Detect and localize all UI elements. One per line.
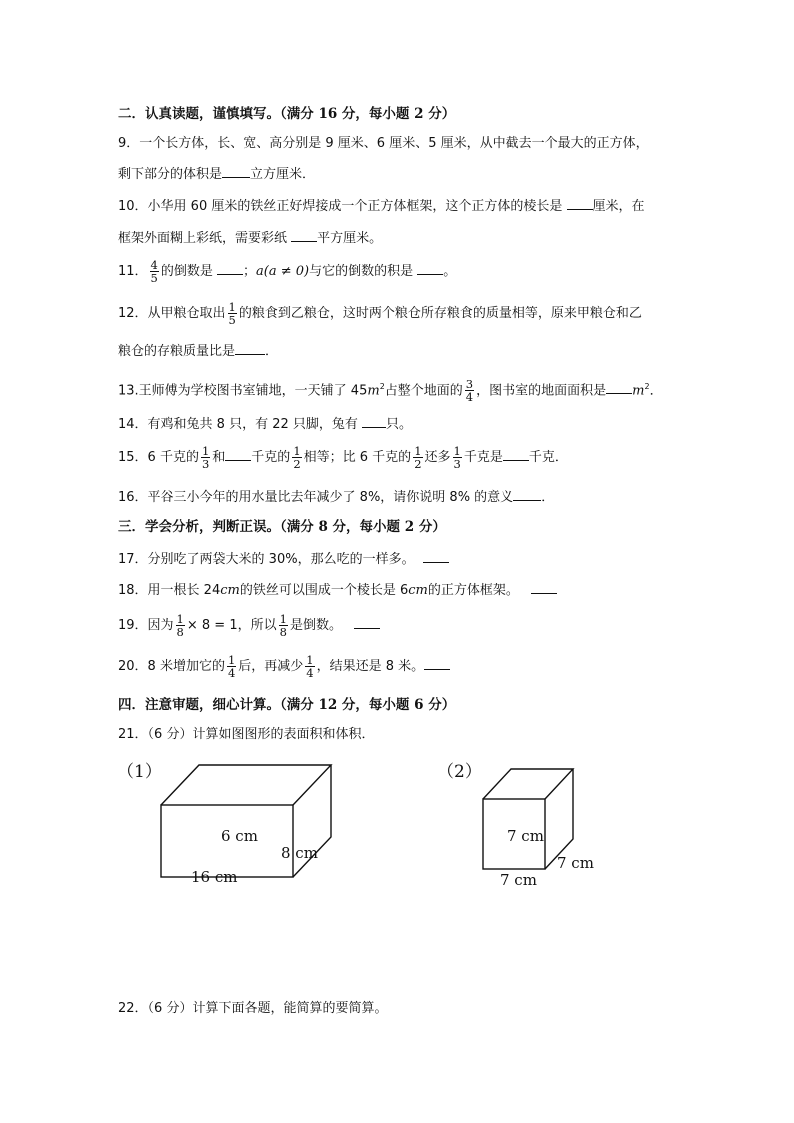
q15-text: 15．6 千克的 [118, 450, 199, 465]
q11-text: 的倒数是 [160, 264, 213, 279]
answer-blank[interactable] [362, 415, 386, 428]
fraction: $\frac{1}{4}$ [306, 653, 314, 680]
question-18 [118, 581, 557, 600]
q15-text-6: 千克是 [463, 450, 503, 465]
q15-text-4: 相等；比 6 千克的 [303, 450, 412, 465]
power: 2 [644, 382, 650, 391]
q9-text: 剩下部分的体积是 [118, 167, 223, 182]
question-10-line-1 [118, 197, 645, 216]
length-label: 16 cm [191, 868, 238, 886]
fraction: $\frac{4}{5}$ [150, 258, 158, 285]
height-label: 6 cm [221, 827, 258, 845]
q19-text: 19．因为 [118, 618, 174, 633]
power: 2 [379, 382, 385, 391]
q18-text-3: 的正方体框架。 [427, 583, 519, 598]
answer-blank[interactable] [567, 197, 593, 210]
answer-blank[interactable] [606, 381, 632, 394]
question-22: 22．（6 分）计算下面各题，能简算的要简算。 [118, 1001, 388, 1016]
q19-text-2: × 8 = 1，所以 [186, 618, 277, 633]
q16-end: ． [541, 490, 555, 505]
q10-text-2: 框架外面糊上彩纸，需要彩纸 [118, 231, 288, 246]
q11-number: 11． [118, 264, 148, 279]
width-label: 7 cm [557, 854, 594, 872]
q9-unit: 立方厘米． [250, 167, 316, 182]
q18-text: 18．用一根长 24 [118, 583, 221, 598]
question-9-line-1: 9．一个长方体，长、宽、高分别是 9 厘米、6 厘米、5 厘米，从中截去一个最大的正方体， [118, 136, 649, 151]
question-9-line-2 [118, 165, 315, 184]
section-2-title: 二．认真读题，谨慎填写。（满分 16 分，每小题 2 分） [118, 106, 456, 122]
answer-blank[interactable] [217, 262, 243, 275]
q11-text-2: 与它的倒数的积是 [309, 264, 414, 279]
answer-blank[interactable] [235, 342, 265, 355]
fraction: $\frac{1}{8}$ [279, 612, 287, 639]
unit: m [632, 383, 645, 399]
answer-blank[interactable] [225, 448, 251, 461]
q13-text: 13.王师傅为学校图书室铺地，一天铺了 45 [118, 383, 368, 399]
question-17 [118, 550, 449, 569]
q19-text-3: 是倒数。 [289, 618, 342, 633]
question-13 [118, 373, 663, 405]
q11-end: 。 [443, 264, 457, 279]
question-15 [118, 444, 568, 472]
q17-text: 17．分别吃了两袋大米的 30%，那么吃的一样多。 [118, 552, 415, 567]
q13-text-2: 占整个地面的 [384, 383, 463, 399]
q18-text-2: 的铁丝可以围成一个棱长是 6 [239, 583, 409, 598]
answer-blank[interactable] [424, 657, 450, 670]
unit: cm [220, 583, 240, 598]
question-10-line-2 [118, 229, 382, 248]
question-16 [118, 488, 554, 507]
q15-text-2: 和 [212, 450, 226, 465]
q15-text-3: 千克的 [251, 450, 291, 465]
fraction: $\frac{3}{4}$ [465, 377, 474, 405]
answer-blank[interactable] [513, 488, 541, 501]
q20-text: 20．8 米增加它的 [118, 659, 225, 674]
answer-blank[interactable] [354, 616, 380, 629]
fraction: $\frac{1}{2}$ [293, 444, 301, 471]
answer-blank[interactable] [423, 550, 449, 563]
cuboid-figure-1 [115, 755, 355, 890]
question-14 [118, 415, 412, 434]
fraction: $\frac{1}{2}$ [414, 444, 422, 471]
figure-1-label: （1） [117, 762, 162, 782]
answer-blank[interactable] [222, 165, 250, 178]
answer-blank[interactable] [503, 448, 529, 461]
q20-text-3: ，结果还是 8 米。 [316, 659, 425, 674]
figure-2-label: （2） [437, 762, 482, 782]
question-12-line-2 [118, 342, 278, 361]
question-19 [118, 612, 380, 640]
unit: cm [408, 583, 428, 598]
q12-text-2: 的粮食到乙粮仓，这时两个粮仓所存粮食的质量相等，原来甲粮仓和乙 [238, 306, 642, 321]
section-3-title: 三．学会分析，判断正误。（满分 8 分，每小题 2 分） [118, 519, 446, 535]
q20-text-2: 后，再减少 [238, 659, 304, 674]
q15-end: 千克． [528, 450, 568, 465]
question-20 [118, 653, 450, 681]
q10-unit-2: 平方厘米。 [317, 231, 383, 246]
length-label: 7 cm [500, 871, 537, 889]
answer-blank[interactable] [417, 262, 443, 275]
cube-top-face [483, 769, 573, 799]
question-21: 21．（6 分）计算如图图形的表面积和体积． [118, 727, 375, 742]
q13-text-3: ，图书室的地面面积是 [476, 383, 607, 399]
section-4-title: 四．注意审题，细心计算。（满分 12 分，每小题 6 分） [118, 697, 456, 713]
q11-sep: ； [243, 264, 257, 279]
fraction: $\frac{1}{4}$ [227, 653, 236, 680]
fraction: $\frac{1}{3}$ [453, 444, 461, 471]
width-label: 8 cm [281, 844, 318, 862]
height-label: 7 cm [507, 827, 544, 845]
q14-end: 只。 [386, 417, 413, 432]
question-11 [118, 258, 456, 286]
q12-text-3: 粮仓的存粮质量比是 [118, 344, 236, 359]
q14-text: 14．有鸡和兔共 8 只，有 22 只脚，兔有 [118, 417, 358, 432]
cube-figure-2 [435, 755, 605, 890]
q11-expression: a(a ≠ 0) [256, 264, 310, 279]
unit: m [367, 383, 380, 399]
fraction: $\frac{1}{8}$ [176, 612, 184, 639]
q10-unit: 厘米，在 [592, 199, 645, 214]
fraction: $\frac{1}{3}$ [201, 444, 210, 471]
question-12-line-1 [118, 300, 642, 328]
q12-end: ． [265, 344, 279, 359]
q10-text: 10．小华用 60 厘米的铁丝正好焊接成一个正方体框架，这个正方体的棱长是 [118, 199, 563, 214]
q15-text-5: 还多 [424, 450, 451, 465]
answer-blank[interactable] [291, 229, 317, 242]
cuboid-top-face [161, 765, 331, 805]
answer-blank[interactable] [531, 581, 557, 594]
q13-end: ． [649, 383, 663, 399]
fraction: $\frac{1}{5}$ [228, 300, 236, 327]
q16-text: 16．平谷三小今年的用水量比去年减少了 8%，请你说明 8% 的意义 [118, 490, 514, 505]
q12-text: 12．从甲粮仓取出 [118, 306, 226, 321]
